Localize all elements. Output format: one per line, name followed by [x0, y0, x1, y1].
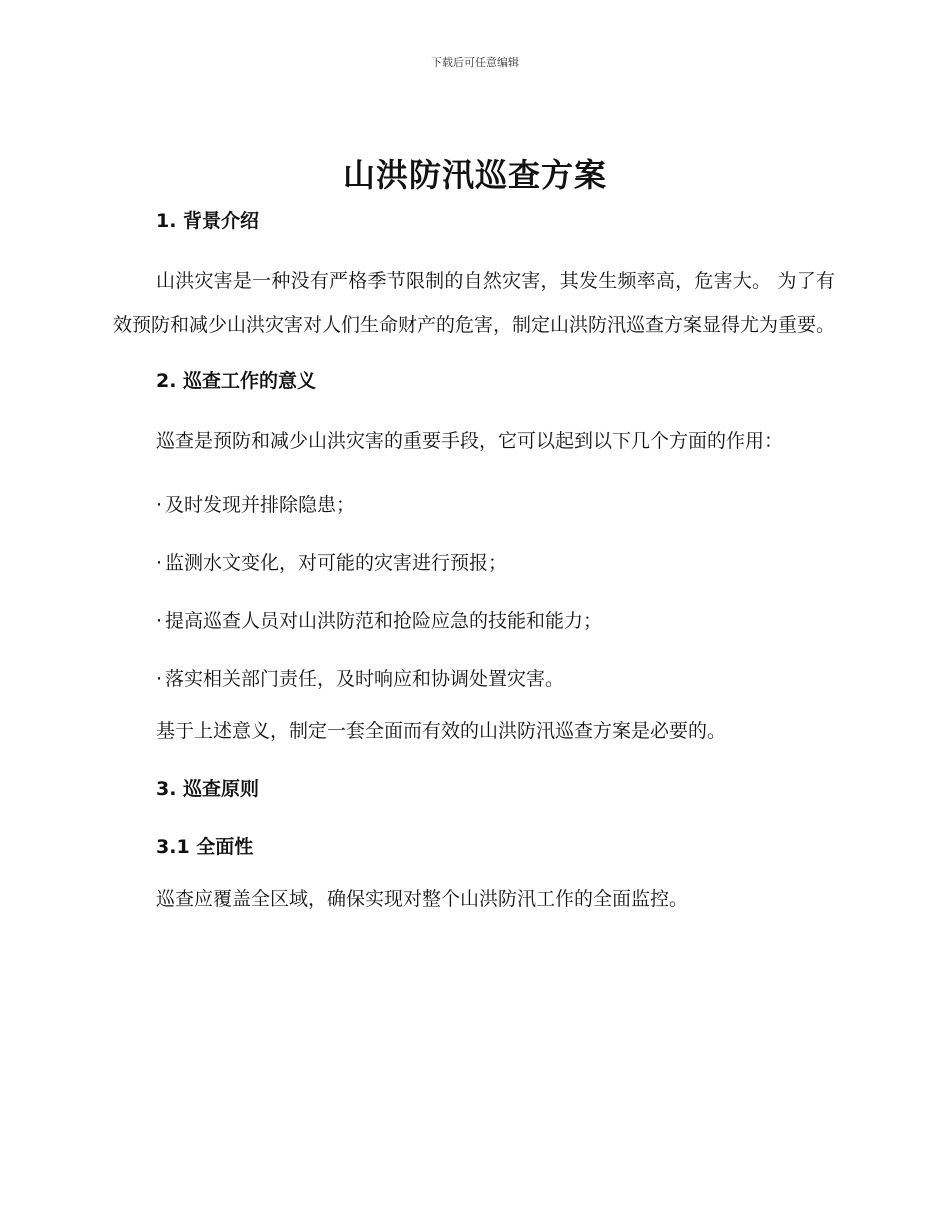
section-1-paragraph: 山洪灾害是一种没有严格季节限制的自然灾害，其发生频率高，危害大。 为了有效预防和减少山洪灾害对人们生命财产的危害，制定山洪防汛巡查方案显得尤为重要。 [113, 270, 836, 336]
section-2-paragraph: 巡查是预防和减少山洪灾害的重要手段，它可以起到以下几个方面的作用： [156, 430, 784, 452]
list-item [113, 489, 835, 521]
bullet-icon: · [156, 494, 163, 516]
list-item-text: 落实相关部门责任，及时响应和协调处置灾害。 [165, 668, 565, 690]
section-2-conclusion: 基于上述意义，制定一套全面而有效的山洪防汛巡查方案是必要的。 [156, 720, 727, 742]
section-3-1-heading: 3.1 全面性 [156, 836, 254, 858]
list-item [113, 663, 835, 695]
section-3-heading: 3. 巡查原则 [156, 778, 260, 800]
bullet-icon: · [156, 610, 163, 632]
header-note: 下载后可任意编辑 [431, 56, 519, 69]
document-body [113, 205, 835, 915]
document-title: 山洪防汛巡查方案 [342, 156, 607, 194]
bullet-icon: · [156, 552, 163, 574]
section-3-1-paragraph: 巡查应覆盖全区域，确保实现对整个山洪防汛工作的全面监控。 [156, 888, 689, 910]
list-item-text: 提高巡查人员对山洪防范和抢险应急的技能和能力； [165, 610, 603, 632]
list-item-text: 监测水文变化，对可能的灾害进行预报； [165, 552, 508, 574]
bullet-icon: · [156, 668, 163, 690]
section-2-heading: 2. 巡查工作的意义 [156, 370, 317, 392]
list-item [113, 605, 835, 637]
section-1-heading: 1. 背景介绍 [156, 210, 260, 232]
list-item [113, 547, 835, 579]
list-item-text: 及时发现并排除隐患； [165, 494, 356, 516]
